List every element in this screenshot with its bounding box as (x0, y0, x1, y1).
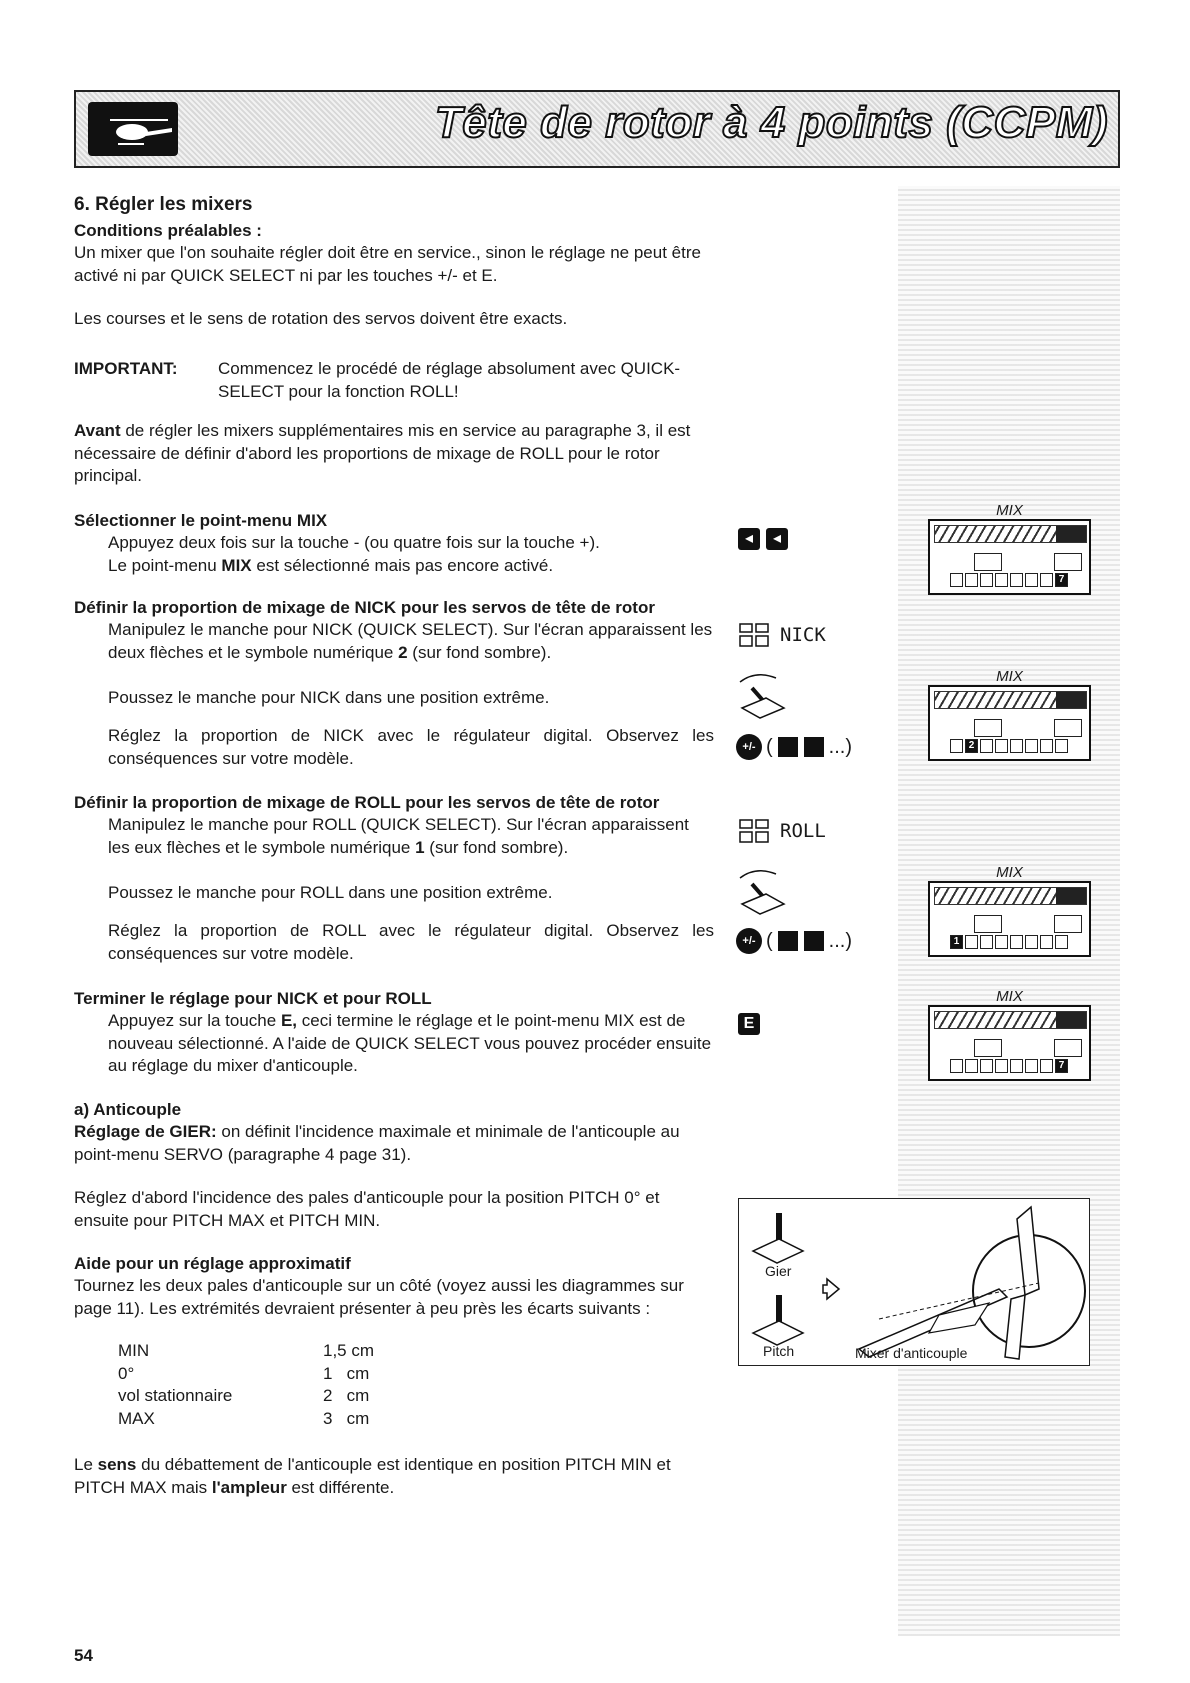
nick-stick-row (738, 622, 826, 648)
stick-move-icon (736, 668, 788, 720)
e-key-icon: E (738, 1013, 760, 1035)
arrow-key-icon (778, 931, 798, 951)
helicopter-icon (88, 102, 178, 156)
step-roll-line2: Poussez le manche pour ROLL dans une position extrême. (108, 883, 553, 902)
lcd-mix-3: MIX 1 (928, 864, 1091, 957)
digital-dial-icon: +/- (736, 928, 762, 954)
step-roll-title: Définir la proportion de mixage de ROLL pour les servos de tête de rotor (74, 793, 660, 812)
nick-label: NICK (780, 624, 826, 646)
servo-text: Les courses et le sens de rotation des servos doivent être exacts. (74, 309, 568, 328)
step-mix-line2: Le point-menu MIX est sélectionné mais pas encore activé. (108, 556, 554, 575)
anticouple-title: a) Anticouple (74, 1100, 182, 1119)
deflection-table (118, 1340, 374, 1430)
table-row: vol stationnaire 2 cm (118, 1386, 370, 1405)
step-mix-line1: Appuyez deux fois sur la touche - (ou quatre fois sur la touche +). (108, 533, 600, 552)
arrow-key-icon (778, 737, 798, 757)
section-title: 6. Régler les mixers (74, 194, 253, 215)
lcd-screen: 7 (928, 519, 1091, 595)
lcd-screen: 2 (928, 685, 1091, 761)
aide-title: Aide pour un réglage approximatif (74, 1254, 351, 1273)
lcd-mix-1: MIX 7 (928, 502, 1091, 595)
avant-text: de régler les mixers supplémentaires mis en service au paragraphe 3, il est nécessaire de définir d'abord les proportions de mixage de ROLL pour le rotor principal. (74, 421, 691, 485)
minus-keys (738, 528, 788, 550)
table-row: MIN 1,5 cm (118, 1341, 375, 1360)
tail-rotor-illustration (739, 1199, 1091, 1367)
step-mix-title: Sélectionner le point-menu MIX (74, 511, 328, 530)
final-paragraph: Le sens du débattement de l'anticouple est identique en position PITCH MIN et PITCH MAX mais l'ampleur est différente. (74, 1455, 671, 1497)
step-nick-line3: Réglez la proportion de NICK avec le régulateur digital. Observez les conséquences sur votre modèle. (108, 726, 714, 768)
conditions-title: Conditions préalables : (74, 221, 262, 240)
minus-key-icon: ◂ (766, 528, 788, 550)
gier-paragraph: Réglage de GIER: on définit l'incidence maximale et minimale de l'anticouple au point-menu SERVO (paragraphe 4 page 31). (74, 1122, 680, 1164)
digital-dial-icon: +/- (736, 734, 762, 760)
roll-dial-row: +/- ( ...) (736, 928, 852, 954)
roll-stick-row (738, 818, 826, 844)
step-finish-title: Terminer le réglage pour NICK et pour ROLL (74, 989, 432, 1008)
header-banner (74, 90, 1120, 168)
step-nick-line2: Poussez le manche pour NICK dans une position extrême. (108, 688, 550, 707)
nick-dial-row: +/- ( ...) (736, 734, 852, 760)
page-number: 54 (74, 1646, 93, 1665)
minus-key-icon: ◂ (738, 528, 760, 550)
arrow-key-icon (804, 931, 824, 951)
stick-move-icon (736, 864, 788, 916)
arrow-key-icon (804, 737, 824, 757)
table-row: MAX 3 cm (118, 1408, 370, 1428)
step-nick-title: Définir la proportion de mixage de NICK pour les servos de tête de rotor (74, 598, 655, 617)
lcd-screen: 7 (928, 1005, 1091, 1081)
stick-arrows-icon (738, 622, 770, 648)
gier-label: Gier (765, 1263, 792, 1279)
avant-paragraph (74, 420, 714, 488)
table-row: 0° 1 cm (118, 1363, 370, 1383)
important-label: IMPORTANT: (74, 359, 178, 378)
pitch-label: Pitch (763, 1343, 795, 1359)
step-nick-line1: Manipulez le manche pour NICK (QUICK SELECT). Sur l'écran apparaissent les deux flèches et le symbole numérique 2 (sur fond sombre). (108, 620, 713, 662)
anticouple-figure (738, 1198, 1090, 1366)
lcd-screen: 1 (928, 881, 1091, 957)
avant-bold: Avant (74, 421, 121, 440)
step-roll-line1: Manipulez le manche pour ROLL (QUICK SELECT). Sur l'écran apparaissent les eux flèches et le symbole numérique 1 (sur fond sombre). (108, 815, 689, 857)
lcd-mix-4: MIX 7 (928, 988, 1091, 1081)
important-text: Commencez le procédé de réglage absolument avec QUICK-SELECT pour la fonction ROLL! (218, 359, 681, 401)
page-title: Tête de rotor à 4 points (CCPM) (434, 98, 1108, 147)
stick-arrows-icon (738, 818, 770, 844)
roll-label: ROLL (780, 820, 826, 842)
step-finish-text: Appuyez sur la touche E, ceci termine le réglage et le point-menu MIX est de nouveau sélectionné. A l'aide de QUICK SELECT vous pouvez procéder ensuite au réglage du mixer d'anticouple. (108, 1011, 712, 1075)
pitch-paragraph: Réglez d'abord l'incidence des pales d'anticouple pour la position PITCH 0° et ensuite pour PITCH MAX et PITCH MIN. (74, 1188, 660, 1230)
conditions-text: Un mixer que l'on souhaite régler doit être en service., sinon le réglage ne peut être activé ni par QUICK SELECT ni par les touches +/- et E. (74, 243, 701, 285)
step-roll-line3: Réglez la proportion de ROLL avec le régulateur digital. Observez les conséquences sur votre modèle. (108, 921, 714, 963)
mixer-label: Mixer d'anticouple (855, 1345, 968, 1361)
lcd-mix-2: MIX 2 (928, 668, 1091, 761)
aide-text: Tournez les deux pales d'anticouple sur un côté (voyez aussi les diagrammes sur page 11). Les extrémités devraient présenter à peu près les écarts suivants : (74, 1276, 684, 1318)
